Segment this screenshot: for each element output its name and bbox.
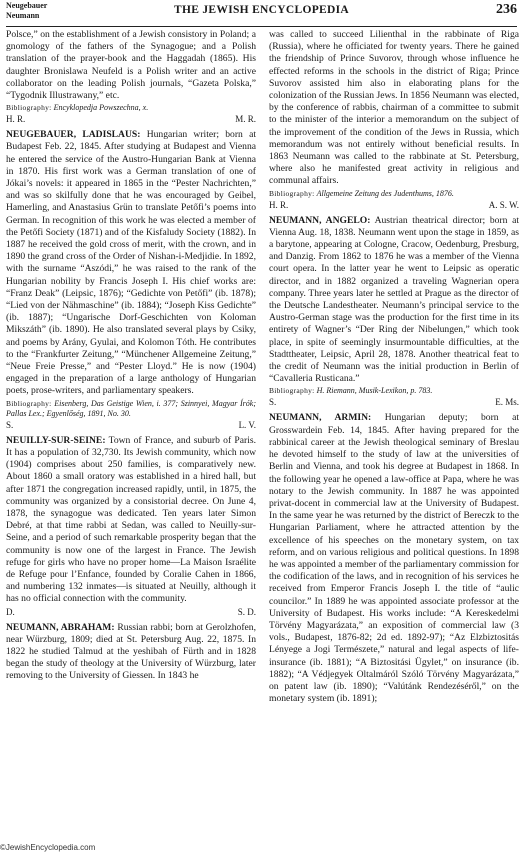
signature-right: A. S. W.: [488, 199, 519, 210]
signature-left: D.: [6, 606, 15, 617]
article-text: Town of France, and suburb of Paris. It has a population of 32,730. Its Jewish community, which now (1904) comprises about 250 families, is comparatively new. About 1860 a small oratory was established in a hired hall, but after 1871 the congregation increased rapidly, until, in 1875, the community was organized by a consistorial decree. On June 4, 1878, the synagogue was dedicated. Ten years later Simon Debré, at that time rabbi at Sedan, was called to Neuilly-sur-Seine, and a period of such remarkable prosperity began that the community is now one of the largest in France. The Jewish refuge for girls who have no proper home—La Maison Israélite de Refuge pour l’Enfance, founded by Coralie Cahen in 1866, and numbering 132 inmates—is situated at Neuilly, although it has no official connection with the community.: [6, 434, 256, 605]
guide-word-last: Neumann: [6, 11, 40, 20]
signature-right: E. Ms.: [495, 397, 519, 408]
signature-right: M. R.: [235, 114, 256, 125]
article-neumann-armin: [269, 412, 519, 705]
signature-right: L. V.: [238, 419, 256, 430]
article-neugebauer-ladislaus: [6, 129, 256, 430]
bibliography-text: Eisenberg, Das Geistige Wien, i. 377; Szinnyei, Magyar Írók; Pallas Lex.; Egyenlőség, 1891, No. 30.: [6, 398, 256, 418]
copyright-footer: ©JewishEncyclopedia.com: [0, 843, 96, 852]
bibliography: [6, 399, 256, 419]
bibliography: [6, 103, 256, 113]
signature-left: S.: [269, 397, 277, 408]
article-body: [269, 412, 519, 705]
article-text: Russian rabbi; born at Gerolzhofen, near Würzburg, 1809; died at St. Petersburg Aug. 22, 1875. In 1822 he studied Talmud at the yeshibah of Fürth and in 1828 began the study of theology at the University of Würzburg, later removing to the University of Giessen. In 1843 he: [6, 621, 256, 682]
page-header: [6, 0, 517, 27]
bibliography-label: Bibliography:: [269, 188, 315, 198]
article-body: [6, 622, 256, 683]
article-text: Hungarian writer; born at Budapest Feb. 22, 1845. After studying at Budapest and Vienna he entered the service of the Austro-Hungarian Bank at Vienna in 1870. His first work was a German translation of one of Jókai’s novels: it appeared in 1865 in the “Pester Nachrichten,” and was so skilfully done that he was encouraged by Geibel, Hamerling, and Anastasius Grün to translate Petőfi’s poems into German. In recognition of this work he was elected a member of the Petőfi Society (1871) and of the Kisfaludy Society (1882). In 1887 he received the gold cross of merit, with the crown, and in 1890 the grand cross of the Order of Nishan-i-Medjidie. In 1892, with the surname “Aszódi,” he was raised to the rank of the Hungarian nobility by Francis Joseph I. His chief works are: “Franz Deak” (Leipsic, 1876); “Gedichte von Petőfi” (ib. 1878); “Lied von der Nähmaschine” (ib. 1884); “Joseph Kiss Gedichte” (ib. 1887); “Ungarische Dorf-Geschichten von Koloman Mikszáth” (ib. 1890). He also translated several plays by Csiky, and poems by Arány, Gyulai, and Kolomon Tóth. He contributes to the “Frankfurter Zeitung,” “Münchener Allgemeine Zeitung,” “Neue Freie Presse,” and “Pester Lloyd.” He is now (1904) engaged in the preparation of a large anthology of Hungarian poets, prose-writers, and parliamentary speakers.: [6, 129, 256, 397]
bibliography-label: Bibliography:: [269, 386, 315, 396]
article-text: was called to succeed Lilienthal in the rabbinate of Riga (Russia), where he officiated for twenty years. There he gained the friendship of Prince Suvorov, through whose influence he effected reforms in the schools in the district of Riga; Prince Suvorov assisted him also in elaborating plans for the colonization of the Russian Jews. In 1856 Neumann was elected, by the conference of rabbis, chairman of a committee to submit to the minister of the interior a memorandum on the subject of the improvement of the condition of the Jews in Russia, which memorandum was not entirely without beneficial results. In 1863 Neumann was called to the rabbinate at St. Petersburg, where also he manifested great activity in religious and communal affairs.: [269, 29, 519, 187]
bibliography-text: Encyklopedja Powszechna, x.: [53, 103, 149, 113]
article-continuation-intro: [6, 29, 256, 125]
author-signature: [269, 397, 519, 408]
article-headword: NEUILLY-SUR-SEINE:: [6, 434, 106, 446]
bibliography: [269, 189, 519, 199]
author-signature: [6, 607, 256, 618]
signature-left: H. R.: [6, 114, 26, 125]
author-signature: [6, 420, 256, 431]
article-text: Hungarian deputy; born at Grosswardein Feb. 14, 1845. After having prepared for the rabbinical career at the Jewish theological seminary of Breslau he devoted himself to the study of law at the universities of Berlin and Vienna, and took his degree at Budapest in 1868. In the following year he opened a law-office at Papa, where he was notary to the Jewish community. In 1887 he was appointed privat-docent in commercial law at the University of Budapest. In the same year he was returned by the district of Bereczk to the Hungarian Parliament, where he attracted attention by the excellence of his speeches on the monetary system, on tax reform, and on various religious and political questions. In 1898 he was appointed a member of the parliamentary commission for the codification of the laws, and in recognition of his services he received from Emperor Francis Joseph I. the title of “aulic councilor.” In 1889 he was appointed associate professor at the University of Budapest. His works include: “A Kereskedelmi Törvény Magyarázata,” an exposition of commercial law (3 vols., Budapest, 1876-82; 2d ed. 1892-97); “Az Elzbiztositás Lényege a Jogi Természete,” natural and legal aspects of life-insurance (ib. 1881); “A Biztositási Ügylet,” on insurance (ib. 1882); “A Védjegyek Oltalmáról Szóló Törvény Magyarázata,” on patent law (ib. 1890); “Valútánk Rendezéséről,” on the monetary system (ib. 1891);: [269, 412, 519, 705]
article-text: Austrian theatrical director; born at Vienna Aug. 18, 1838. Neumann went upon the stage in 1859, as a barytone, appearing at Cologne, Cracow, Oedenburg, Presburg, and Danzig. From 1862 to 1876 he was a member of the Vienna court opera. In the latter year he went to Leipsic as operatic director, and in 1882 organized a traveling Wagnerian opera company. Three years later he settled at Prague as the director of the Deutsche Landestheater. Neumann’s principal service to the Austro-German stage was the production for the first time in its entirety of Wagner’s “Der Ring der Nibelungen,” which took place, in spite of seemingly insurmountable difficulties, at the Stadttheater, Leipsic, April 28, 1878. Another theatrical feat to the credit of Neumann was the initial production in Berlin of “Cavalleria Rusticana.”: [269, 214, 519, 385]
article-headword: NEUMANN, ANGELO:: [269, 214, 371, 226]
article-headword: NEUMANN, ARMIN:: [269, 412, 372, 424]
article-neuilly-sur-seine: [6, 435, 256, 618]
right-column: [269, 29, 519, 841]
signature-right: S. D.: [237, 606, 256, 617]
left-column: [6, 29, 256, 841]
bibliography-label: Bibliography:: [6, 398, 52, 408]
article-neumann-abraham-continued: [269, 29, 519, 211]
bibliography: [269, 386, 519, 396]
bibliography-text: Allgemeine Zeitung des Judenthums, 1876.: [316, 188, 454, 198]
bibliography-label: Bibliography:: [6, 103, 52, 113]
article-headword: NEUMANN, ABRAHAM:: [6, 621, 115, 633]
article-headword: NEUGEBAUER, LADISLAUS:: [6, 129, 141, 141]
bibliography-text: H. Riemann, Musik-Lexikon, p. 783.: [316, 386, 433, 396]
article-neumann-abraham: [6, 622, 256, 683]
running-head-title: THE JEWISH ENCYCLOPEDIA: [174, 4, 349, 16]
signature-left: S.: [6, 419, 14, 430]
article-neumann-angelo: [269, 215, 519, 409]
author-signature: [6, 114, 256, 125]
guide-word-first: Neugebauer: [6, 1, 48, 10]
article-body: [6, 435, 256, 606]
article-text: Polsce,” on the establishment of a Jewish consistory in Poland; a gnomology of the fathers of the Synagogue; and a Polish translation of the prayer-book and the Haggadah (1865). His daughter Bronislawa Neufeld is a Polish writer and an active collaborator on the leading Polish journals, “Gazeta Polska,” “Tygodnik Illustrawany,” etc.: [6, 29, 256, 102]
signature-left: H. R.: [269, 199, 289, 210]
article-body: [6, 129, 256, 397]
page-number: 236: [496, 2, 517, 17]
author-signature: [269, 200, 519, 211]
article-body: [269, 215, 519, 386]
